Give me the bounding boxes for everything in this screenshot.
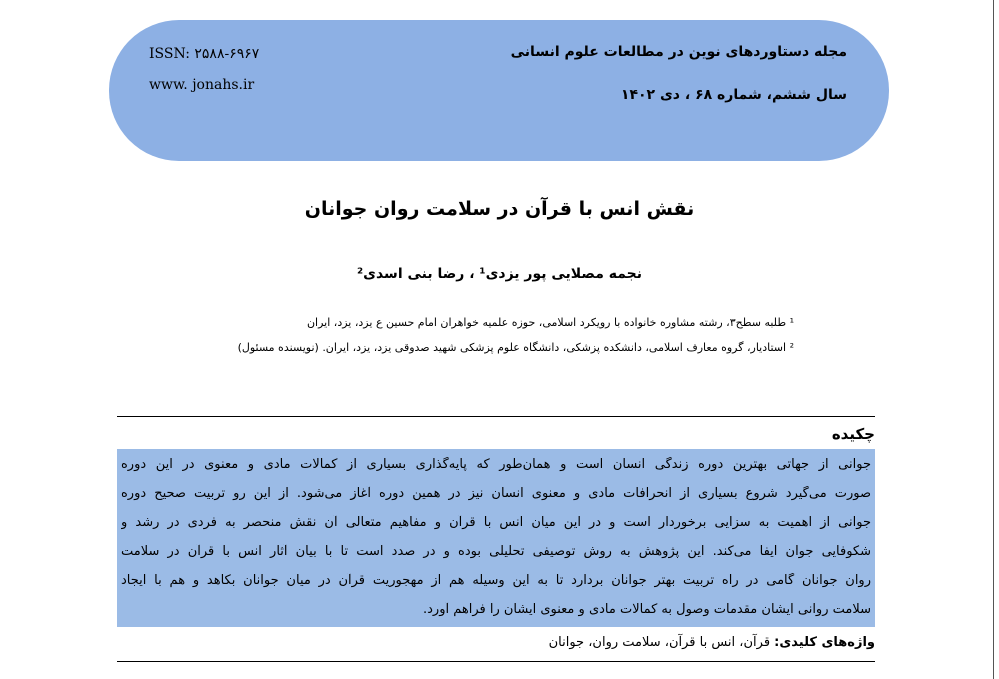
affiliation-1: ¹ طلبه سطح۳، رشته مشاوره خانواده با رویکرد اسلامی، حوزه علمیه خواهران امام حسین ع یزد، یزد، ایران [306, 316, 794, 329]
article-authors: نجمه مصلایی پور یزدی¹ ، رضا بنی اسدی² [357, 266, 642, 282]
abstract-line: شکوفایی جوان ایفا می‌کند. این پژوهش به روش توصیفی تحلیلی بوده و در صدد است تا با بیان آثار انس با قرآن در سلامت [121, 544, 871, 559]
page-right-border [993, 0, 994, 679]
abstract-top-rule [117, 416, 875, 417]
abstract-line: جوانی از اهمیت به سزایی برخوردار است و در این میان انس با قرآن و مفاهیم متعالی آن نقش منحصر به فردی در رشد و [121, 515, 871, 530]
abstract-highlight [117, 449, 875, 627]
abstract-bottom-rule [117, 661, 875, 662]
keywords-label: واژه‌های کلیدی: [774, 635, 875, 650]
journal-name: مجله دستاوردهای نوین در مطالعات علوم انسانی [510, 44, 847, 60]
article-title: نقش انس با قرآن در سلامت روان جوانان [304, 198, 695, 220]
abstract-heading: چکیده [831, 425, 875, 443]
abstract-line: صورت می‌گیرد شروع بسیاری از انحرافات مادی و معنوی انسان نیز در همین دوره آغاز می‌شود. از این رو تربیت صحیح دوره [121, 486, 871, 501]
issn-number: ISSN: ۲۵۸۸-۶۹۶۷ [149, 46, 260, 62]
keywords-value: قرآن، انس با قرآن، سلامت روان، جوانان [548, 635, 775, 650]
abstract-line: سلامت روانی ایشان مقدمات وصول به کمالات مادی و معنوی ایشان را فراهم آورد. [423, 602, 871, 617]
affiliation-2: ² استادیار، گروه معارف اسلامی، دانشکده پزشکی، دانشگاه علوم پزشکی شهید صدوقی یزد، یزد، ایران. (نویسنده مسئول) [237, 341, 794, 354]
journal-website[interactable]: www. jonahs.ir [149, 77, 255, 93]
abstract-line: روان جوانان گامی در راه تربیت بهتر جوانان بردارد تا به این وسیله هم از مهجوریت قرآن در میان جوانان بکاهد و هم با ایجاد [121, 573, 871, 588]
keywords [549, 635, 875, 650]
abstract-line: جوانی از جهاتی بهترین دوره زندگی انسان است و همان‌طور که پایه‌گذاری بسیاری از کمالات مادی و معنوی در این دوره [121, 457, 871, 472]
issue-info: سال ششم، شماره ۶۸ ، دی ۱۴۰۲ [620, 87, 847, 103]
